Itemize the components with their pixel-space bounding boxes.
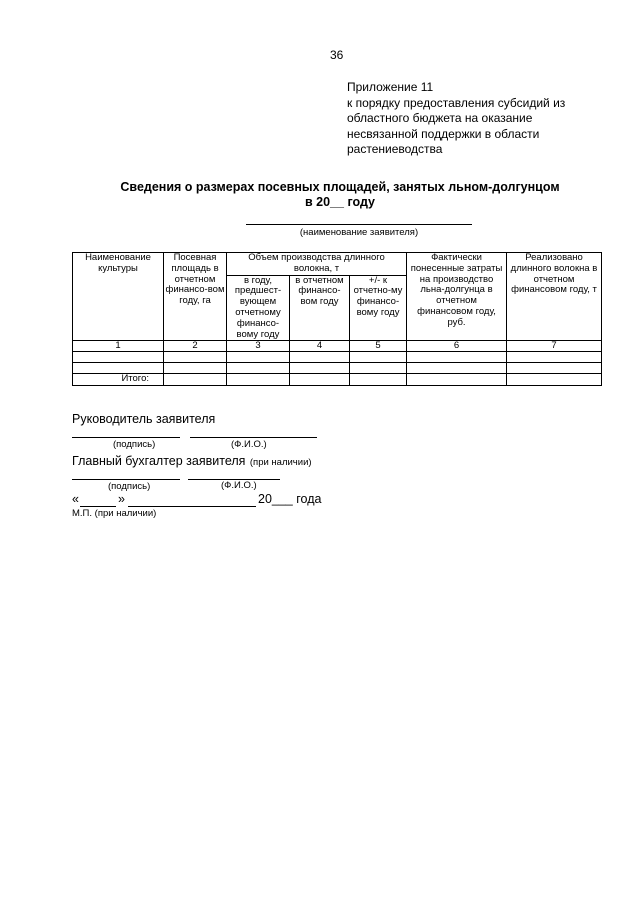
header-reporting-year: в отчетном финансо-вом году [290,275,350,341]
accountant-row [72,452,312,470]
head-signature-caption: (подпись) [113,439,156,450]
page-number: 36 [330,48,344,62]
header-fiber-production: Объем производства длинного волокна, т [227,253,407,276]
date-year: 20___ года [258,492,322,506]
head-signature-line [72,437,180,438]
column-number: 1 [73,341,164,352]
header-change: +/- к отчетно-му финансо-вому году [350,275,407,341]
header-actual-costs: Фактически понесенные затраты на производство льна-долгунца в отчетном финансовом году, руб. [407,253,507,341]
head-label: Руководитель заявителя [72,412,216,426]
title-line: Сведения о размерах посевных площадей, занятых льном-долгунцом [120,180,560,194]
header-fiber-sold: Реализовано длинного волокна в отчетном финансовом году, т [507,253,602,341]
header-crop-name: Наименование культуры [73,253,164,341]
header-sown-area: Посевная площадь в отчетном финансо-вом году, га [164,253,227,341]
column-number: 6 [407,341,507,352]
appendix-line: к порядку предоставления субсидий из [347,95,566,110]
accountant-label: Главный бухгалтер заявителя [72,454,246,468]
head-name-caption: (Ф.И.О.) [231,439,267,450]
column-number: 5 [350,341,407,352]
stamp-note: М.П. (при наличии) [72,508,157,519]
head-name-line [190,437,317,438]
date-open-quote: « [72,492,79,506]
appendix-line: Приложение 11 [347,80,434,94]
title-line: в 20__ году [305,195,375,209]
appendix-line: несвязанной поддержки в области [347,126,540,141]
accountant-signature-line [72,479,180,480]
table-row [73,352,602,363]
date-day-line [80,506,116,507]
date-close-quote: » [118,492,125,506]
flax-area-table [72,252,602,386]
accountant-name-caption: (Ф.И.О.) [221,480,257,491]
column-number: 2 [164,341,227,352]
applicant-name-caption: (наименование заявителя) [299,227,419,238]
total-row [73,374,602,386]
column-number: 4 [290,341,350,352]
column-number: 7 [507,341,602,352]
accountant-note: (при наличии) [249,457,312,468]
column-number: 3 [227,341,290,352]
table-header-row [73,253,602,276]
appendix-note [347,80,565,158]
accountant-signature-caption: (подпись) [108,481,151,492]
table-row [73,363,602,374]
date-month-line [128,506,256,507]
header-previous-year: в году, предшест-вующем отчетному финансо-вому году [227,275,290,341]
appendix-line: областного бюджета на оказание [347,111,533,125]
document-title [70,180,610,210]
column-number-row [73,341,602,352]
appendix-line: растениеводства [347,142,443,156]
applicant-name-line [246,224,472,225]
total-label: Итого: [73,374,164,386]
